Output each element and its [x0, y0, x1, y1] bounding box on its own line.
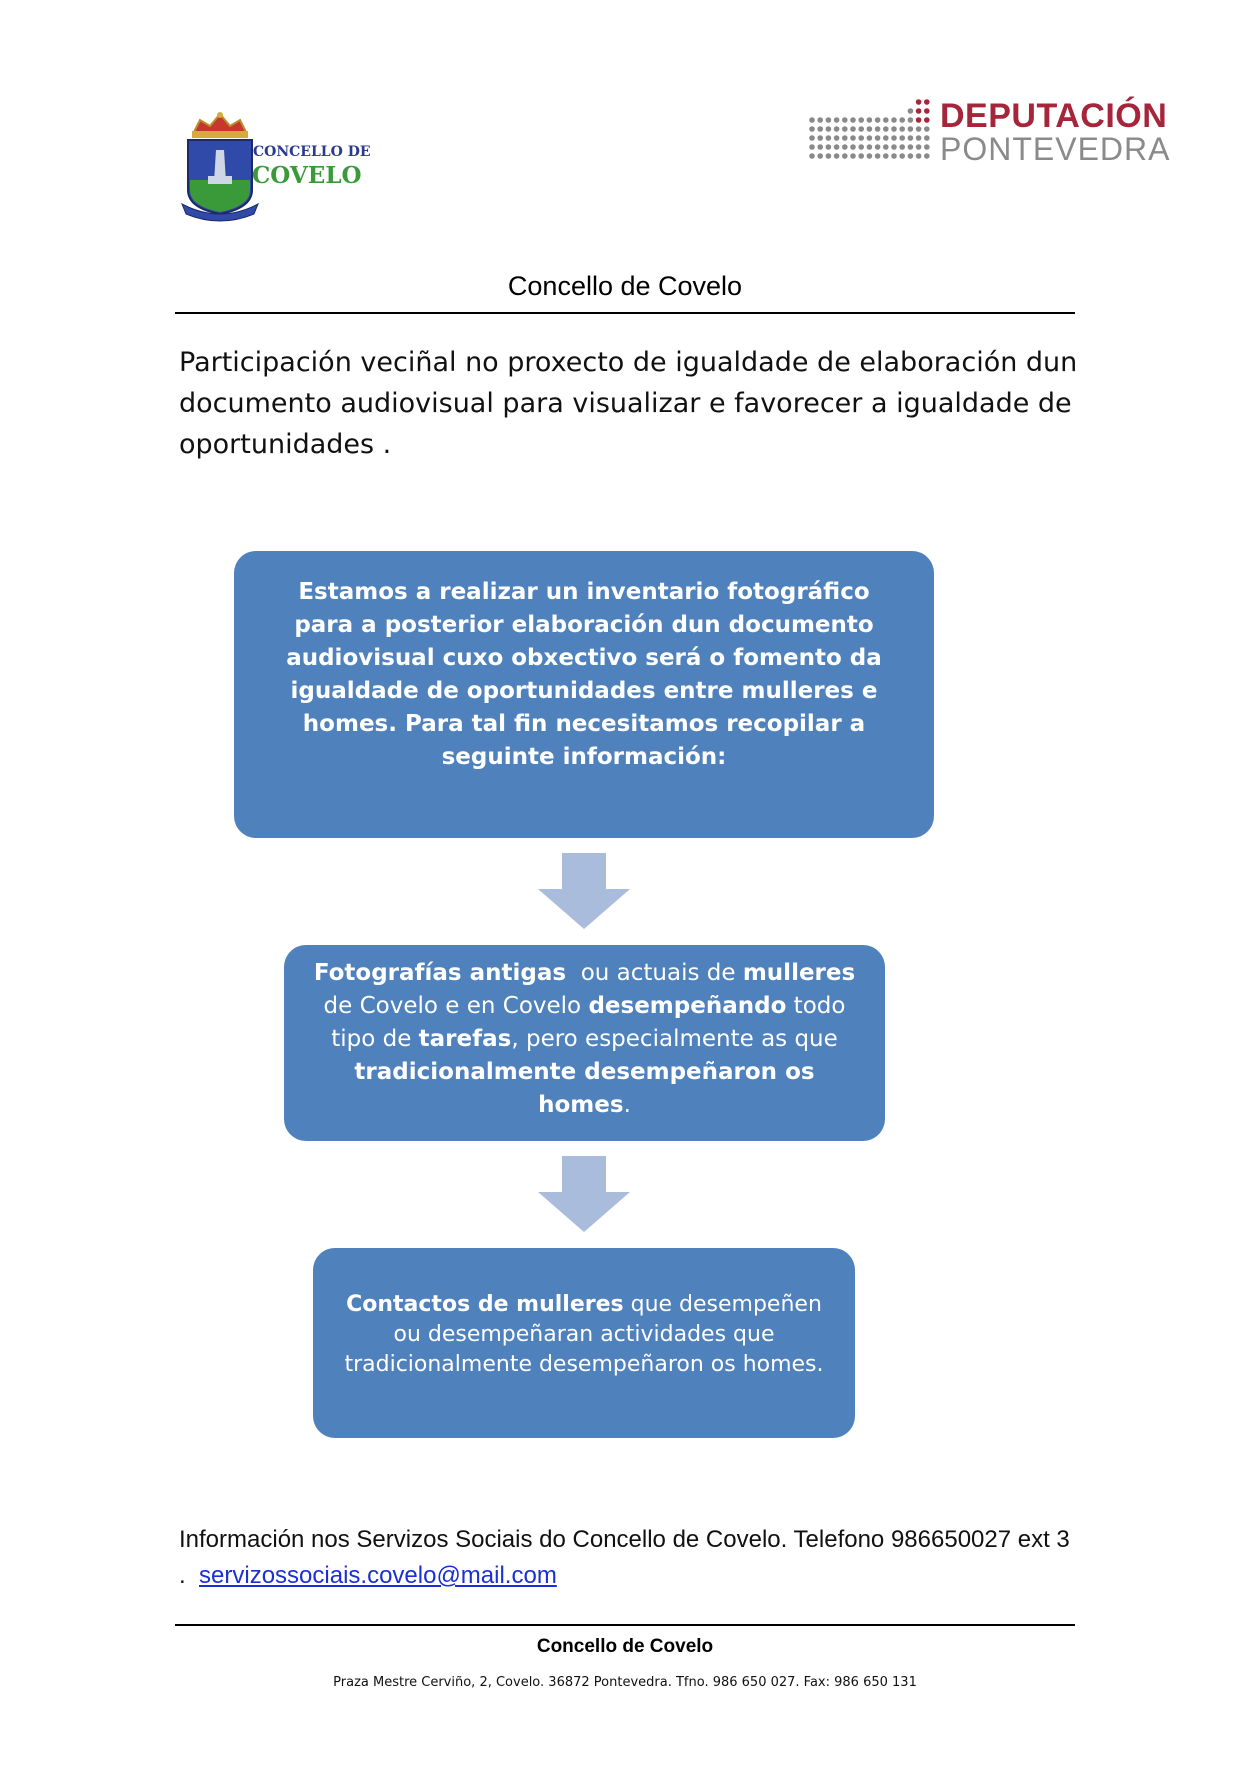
- covelo-logo-line1: CONCELLO DE: [253, 144, 371, 160]
- flow-box-photographs-text: Fotografías antigas ou actuais de mulleres de Covelo e en Covelo desempeñando todo tipo de tarefas, pero especialmente as que tradicionalmente desempeñaron os homes.: [313, 959, 856, 1118]
- intro-paragraph: Participación veciñal no proxecto de igualdade de elaboración dun documento audiovisual para visualizar e favorecer a igualdade de oportunidades .: [179, 347, 1078, 460]
- footer-divider: [175, 1624, 1075, 1626]
- footer-address: Praza Mestre Cerviño, 2, Covelo. 36872 Pontevedra. Tfno. 986 650 027. Fax: 986 650 131: [333, 1675, 917, 1690]
- email-link[interactable]: servizossociais.covelo@mail.com: [199, 1562, 557, 1589]
- covelo-crest-logo: [180, 110, 260, 222]
- deputacion-logo-line2: PONTEVEDRA: [940, 131, 1171, 167]
- flow-box-photographs: [284, 945, 885, 1141]
- flow-box-contacts-text: Contactos de mulleres que desempeñen ou desempeñaran actividades que tradicionalmente desempeñaron os homes.: [344, 1292, 824, 1377]
- contact-info-text: Información nos Servizos Sociais do Concello de Covelo. Telefono 986650027 ext 3 .: [179, 1526, 1077, 1589]
- flow-box-contacts: [313, 1248, 855, 1438]
- deputacion-logo-line1: DEPUTACIÓN: [940, 97, 1168, 135]
- document-title: Concello de Covelo: [507, 271, 743, 301]
- down-arrow-icon: [538, 853, 630, 929]
- deputacion-dots-logo: [808, 96, 932, 162]
- header-divider: [175, 312, 1075, 314]
- footer-title: Concello de Covelo: [536, 1636, 714, 1657]
- down-arrow-icon: [538, 1156, 630, 1232]
- flow-box-inventory: [234, 551, 934, 838]
- covelo-logo-line2: COVELO: [252, 162, 362, 189]
- contact-info: [179, 1522, 1079, 1594]
- flow-box-inventory-text: Estamos a realizar un inventario fotográfico para a posterior elaboración dun documento audiovisual cuxo obxectivo será o fomento da igualdade de oportunidades entre mulleres e homes. Para tal fin necesitamos recopilar a seguinte información:: [286, 578, 882, 770]
